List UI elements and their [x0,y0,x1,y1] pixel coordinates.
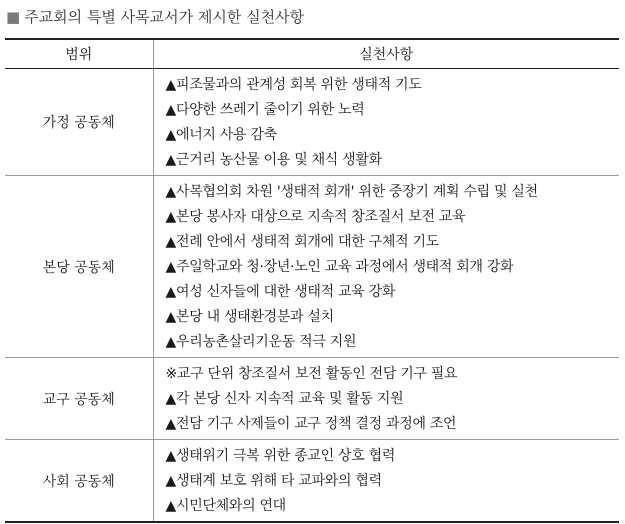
items-cell [153,440,619,523]
list-item: ▲다양한 쓰레기 줄이기 위한 노력 [165,102,365,118]
list-item: ▲생태계 보호 위해 타 교파와의 협력 [165,473,382,489]
list-item: ▲본당 내 생태환경분과 설치 [165,309,334,325]
list-item: ▲주일학교와 청·장년·노인 교육 과정에서 생태적 회개 강화 [165,259,514,275]
list-item: ▲에너지 사용 감축 [165,127,277,143]
list-item: ▲근거리 농산물 이용 및 채식 생활화 [165,152,382,168]
table-title [6,6,304,28]
table-row [5,176,619,358]
items-cell [153,69,619,176]
list-item: ※교구 단위 창조질서 보전 활동인 전담 기구 필요 [165,366,458,382]
list-item: ▲피조물과의 관계성 회복 위한 생태적 기도 [165,77,422,93]
scope-cell: 사회 공동체 [5,440,153,523]
list-item: ▲전례 안에서 생태적 회개에 대한 구체적 기도 [165,234,439,250]
scope-cell: 본당 공동체 [5,176,153,358]
list-item: ▲사목협의회 차원 '생태적 회개' 위한 중장기 계획 수립 및 실천 [165,184,538,200]
list-item: ▲여성 신자들에 대한 생태적 교육 강화 [165,284,396,300]
scope-cell: 가정 공동체 [5,69,153,176]
title-text: 주교회의 특별 사목교서가 제시한 실천사항 [24,8,305,26]
list-item: ▲전담 기구 사제들이 교구 정책 결정 과정에 조언 [165,416,457,432]
list-item: ▲생태위기 극복 위한 종교인 상호 협력 [165,448,396,464]
table-row [5,440,619,523]
list-item: ▲우리농촌살리기운동 적극 지원 [165,334,357,350]
list-item: ▲본당 봉사자 대상으로 지속적 창조질서 보전 교육 [165,209,466,225]
list-item: ▲각 본당 신자 지속적 교육 및 활동 지원 [165,391,404,407]
header-row [5,39,619,69]
square-bullet-icon: ■ [6,8,21,26]
practice-table [5,38,619,523]
list-item: ▲시민단체와의 연대 [165,498,286,514]
items-cell [153,176,619,358]
table-row [5,69,619,176]
header-practices: 실천사항 [153,39,619,69]
table-row [5,358,619,440]
items-cell [153,358,619,440]
header-scope: 범위 [5,39,153,69]
scope-cell: 교구 공동체 [5,358,153,440]
